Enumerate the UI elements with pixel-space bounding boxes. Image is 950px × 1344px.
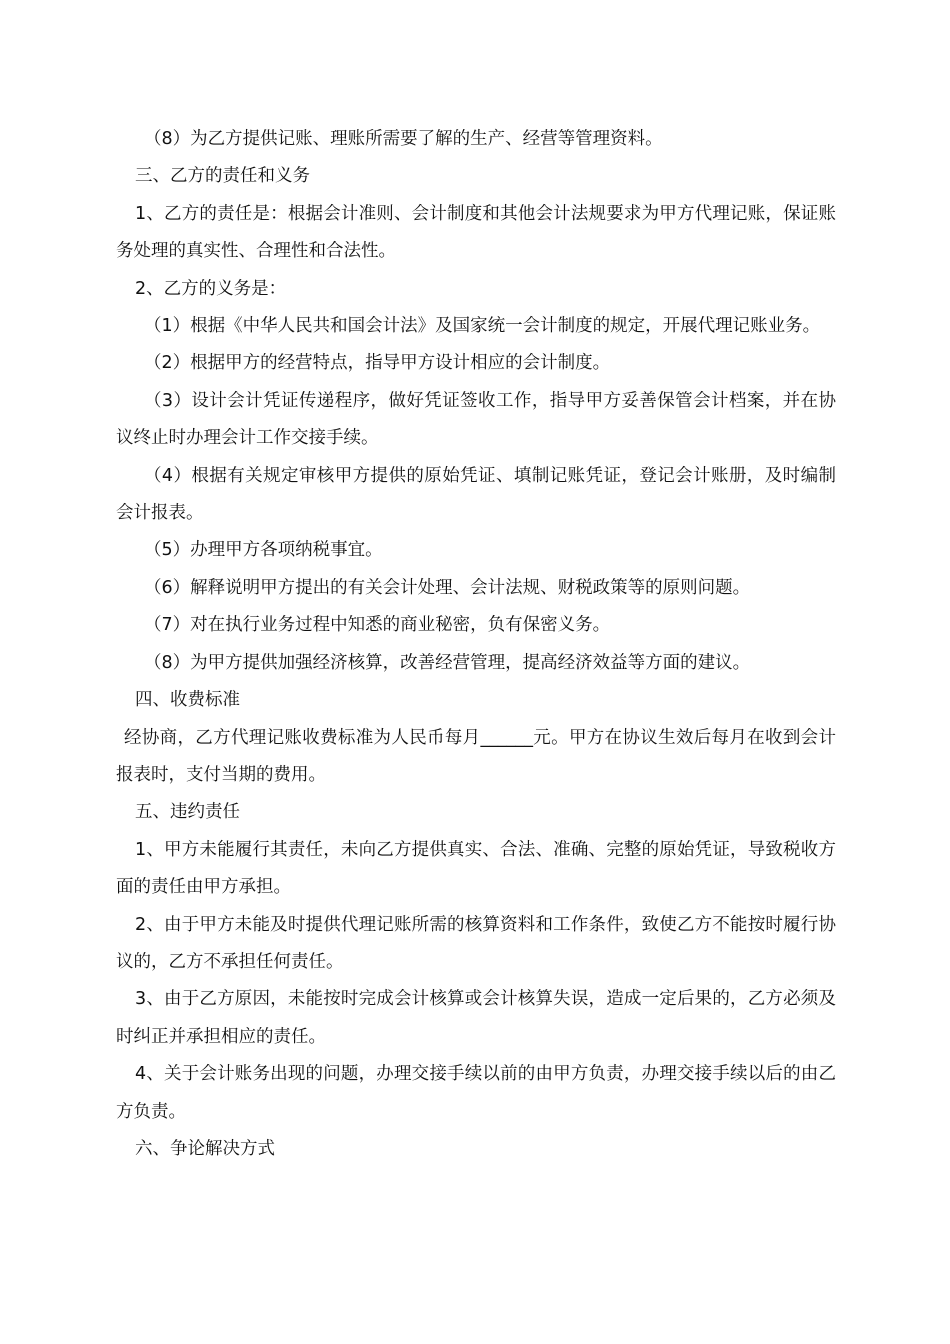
- paragraph-obligation-2: （2）根据甲方的经营特点，指导甲方设计相应的会计制度。: [144, 353, 611, 374]
- section-heading-5: 五、违约责任: [135, 802, 240, 823]
- paragraph-breach-4: 4、关于会计账务出现的问题，办理交接手续以前的由甲方负责，办理交接手续以后的由乙方负责。: [116, 1064, 836, 1122]
- paragraph-obligation-3: （3）设计会计凭证传递程序，做好凭证签收工作，指导甲方妥善保管会计档案，并在协议终止时办理会计工作交接手续。: [116, 390, 836, 449]
- paragraph-obligation-4: （4）根据有关规定审核甲方提供的原始凭证、填制记账凭证，登记会计账册，及时编制会计报表。: [116, 465, 836, 524]
- paragraph-party-b-obligations: 2、乙方的义务是：: [135, 278, 287, 299]
- paragraph-obligation-7: （7）对在执行业务过程中知悉的商业秘密，负有保密义务。: [144, 615, 611, 636]
- paragraph-obligation-8: （8）为甲方提供加强经济核算，改善经营管理，提高经济效益等方面的建议。: [144, 652, 751, 673]
- paragraph-party-b-responsibility: 1、乙方的责任是：根据会计准则、会计制度和其他会计法规要求为甲方代理记账，保证账务处理的真实性、合理性和合法性。: [116, 203, 836, 262]
- paragraph-obligation-6: （6）解释说明甲方提出的有关会计处理、会计法规、财税政策等的原则问题。: [144, 577, 751, 598]
- paragraph-breach-2: 2、由于甲方未能及时提供代理记账所需的核算资料和工作条件，致使乙方不能按时履行协议的，乙方不承担任何责任。: [116, 914, 836, 972]
- paragraph-breach-1: 1、甲方未能履行其责任，未向乙方提供真实、合法、准确、完整的原始凭证，导致税收方面的责任由甲方承担。: [116, 839, 836, 898]
- paragraph-item-8-provide-materials: （8）为乙方提供记账、理账所需要了解的生产、经营等管理资料。: [144, 129, 663, 149]
- paragraph-breach-3: 3、由于乙方原因，未能按时完成会计核算或会计核算失误，造成一定后果的，乙方必须及时纠正并承担相应的责任。: [116, 989, 836, 1047]
- paragraph-obligation-5: （5）办理甲方各项纳税事宜。: [144, 540, 383, 561]
- section-heading-4: 四、收费标准: [135, 690, 240, 711]
- paragraph-fee-standard: 经协商，乙方代理记账收费标准为人民币每月______元。甲方在协议生效后每月在收到会计报表时，支付当期的费用。: [116, 727, 836, 785]
- paragraph-obligation-1: （1）根据《中华人民共和国会计法》及国家统一会计制度的规定，开展代理记账业务。: [144, 316, 821, 337]
- section-heading-3: 三、乙方的责任和义务: [135, 166, 310, 187]
- document-body: [116, 121, 836, 1168]
- section-heading-6: 六、争论解决方式: [135, 1138, 275, 1159]
